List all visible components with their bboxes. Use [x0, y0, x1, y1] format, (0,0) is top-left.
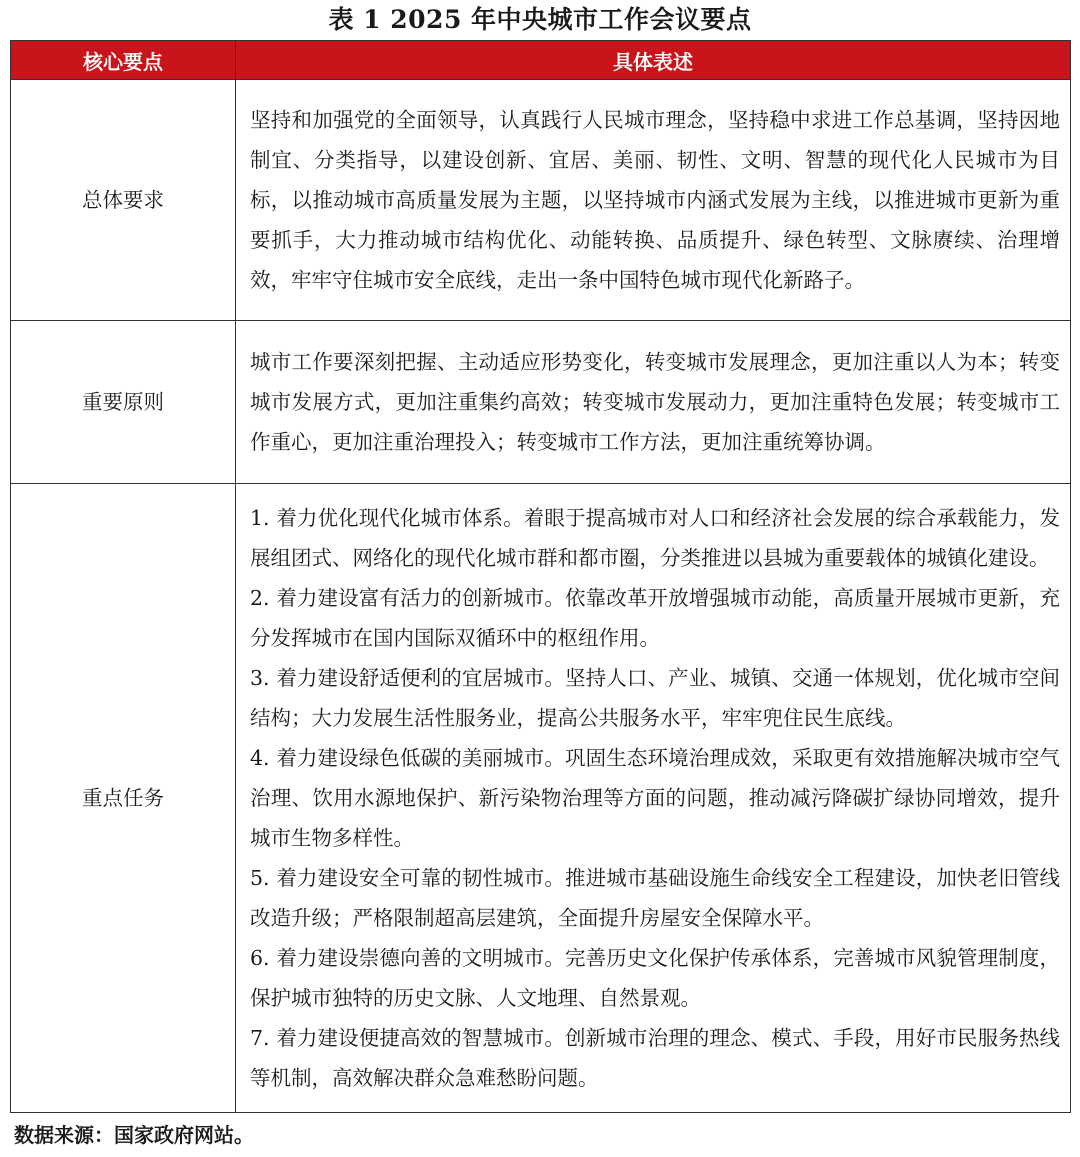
task-item-3: 3. 着力建设舒适便利的宜居城市。坚持人口、产业、城镇、交通一体规划，优化城市空间结构；大力发展生活性服务业，提高公共服务水平，牢牢兜住民生底线。: [250, 666, 1060, 730]
row-key-important-principles: 重要原则: [11, 321, 236, 484]
task-item-2: 2. 着力建设富有活力的创新城市。依靠改革开放增强城市动能，高质量开展城市更新，充分发挥城市在国内国际双循环中的枢纽作用。: [250, 586, 1060, 650]
key-points-table: [10, 40, 1071, 1113]
table-row: [11, 321, 1071, 484]
row-description-key-tasks: [236, 484, 1071, 1113]
column-header-description: 具体表述: [236, 41, 1071, 80]
row-description-important-principles: 城市工作要深刻把握、主动适应形势变化，转变城市发展理念，更加注重以人为本；转变城市发展方式，更加注重集约高效；转变城市发展动力，更加注重特色发展；转变城市工作重心，更加注重治理投入；转变城市工作方法，更加注重统筹协调。: [236, 321, 1071, 484]
row-key-overall-requirements: 总体要求: [11, 80, 236, 321]
table-header-row: [11, 41, 1071, 80]
row-description-overall-requirements: 坚持和加强党的全面领导，认真践行人民城市理念，坚持稳中求进工作总基调，坚持因地制宜、分类指导，以建设创新、宜居、美丽、韧性、文明、智慧的现代化人民城市为目标，以推动城市高质量发展为主题，以坚持城市内涵式发展为主线，以推进城市更新为重要抓手，大力推动城市结构优化、动能转换、品质提升、绿色转型、文脉赓续、治理增效，牢牢守住城市安全底线，走出一条中国特色城市现代化新路子。: [236, 80, 1071, 321]
data-source-note: 数据来源：国家政府网站。: [14, 1123, 254, 1147]
row-key-key-tasks: 重点任务: [11, 484, 236, 1113]
page-title: 表 1 2025 年中央城市工作会议要点: [328, 5, 752, 34]
task-item-1: 1. 着力优化现代化城市体系。着眼于提高城市对人口和经济社会发展的综合承载能力，发展组团式、网络化的现代化城市群和都市圈，分类推进以县城为重要载体的城镇化建设。: [250, 506, 1060, 570]
task-item-7: 7. 着力建设便捷高效的智慧城市。创新城市治理的理念、模式、手段，用好市民服务热线等机制，高效解决群众急难愁盼问题。: [250, 1026, 1060, 1090]
table-row: [11, 484, 1071, 1113]
task-item-4: 4. 着力建设绿色低碳的美丽城市。巩固生态环境治理成效，采取更有效措施解决城市空气治理、饮用水源地保护、新污染物治理等方面的问题，推动减污降碳扩绿协同增效，提升城市生物多样性。: [250, 746, 1060, 850]
column-header-key: 核心要点: [11, 41, 236, 80]
task-item-6: 6. 着力建设崇德向善的文明城市。完善历史文化保护传承体系，完善城市风貌管理制度，保护城市独特的历史文脉、人文地理、自然景观。: [250, 946, 1060, 1010]
task-item-5: 5. 着力建设安全可靠的韧性城市。推进城市基础设施生命线安全工程建设，加快老旧管线改造升级；严格限制超高层建筑，全面提升房屋安全保障水平。: [250, 866, 1060, 930]
table-row: [11, 80, 1071, 321]
